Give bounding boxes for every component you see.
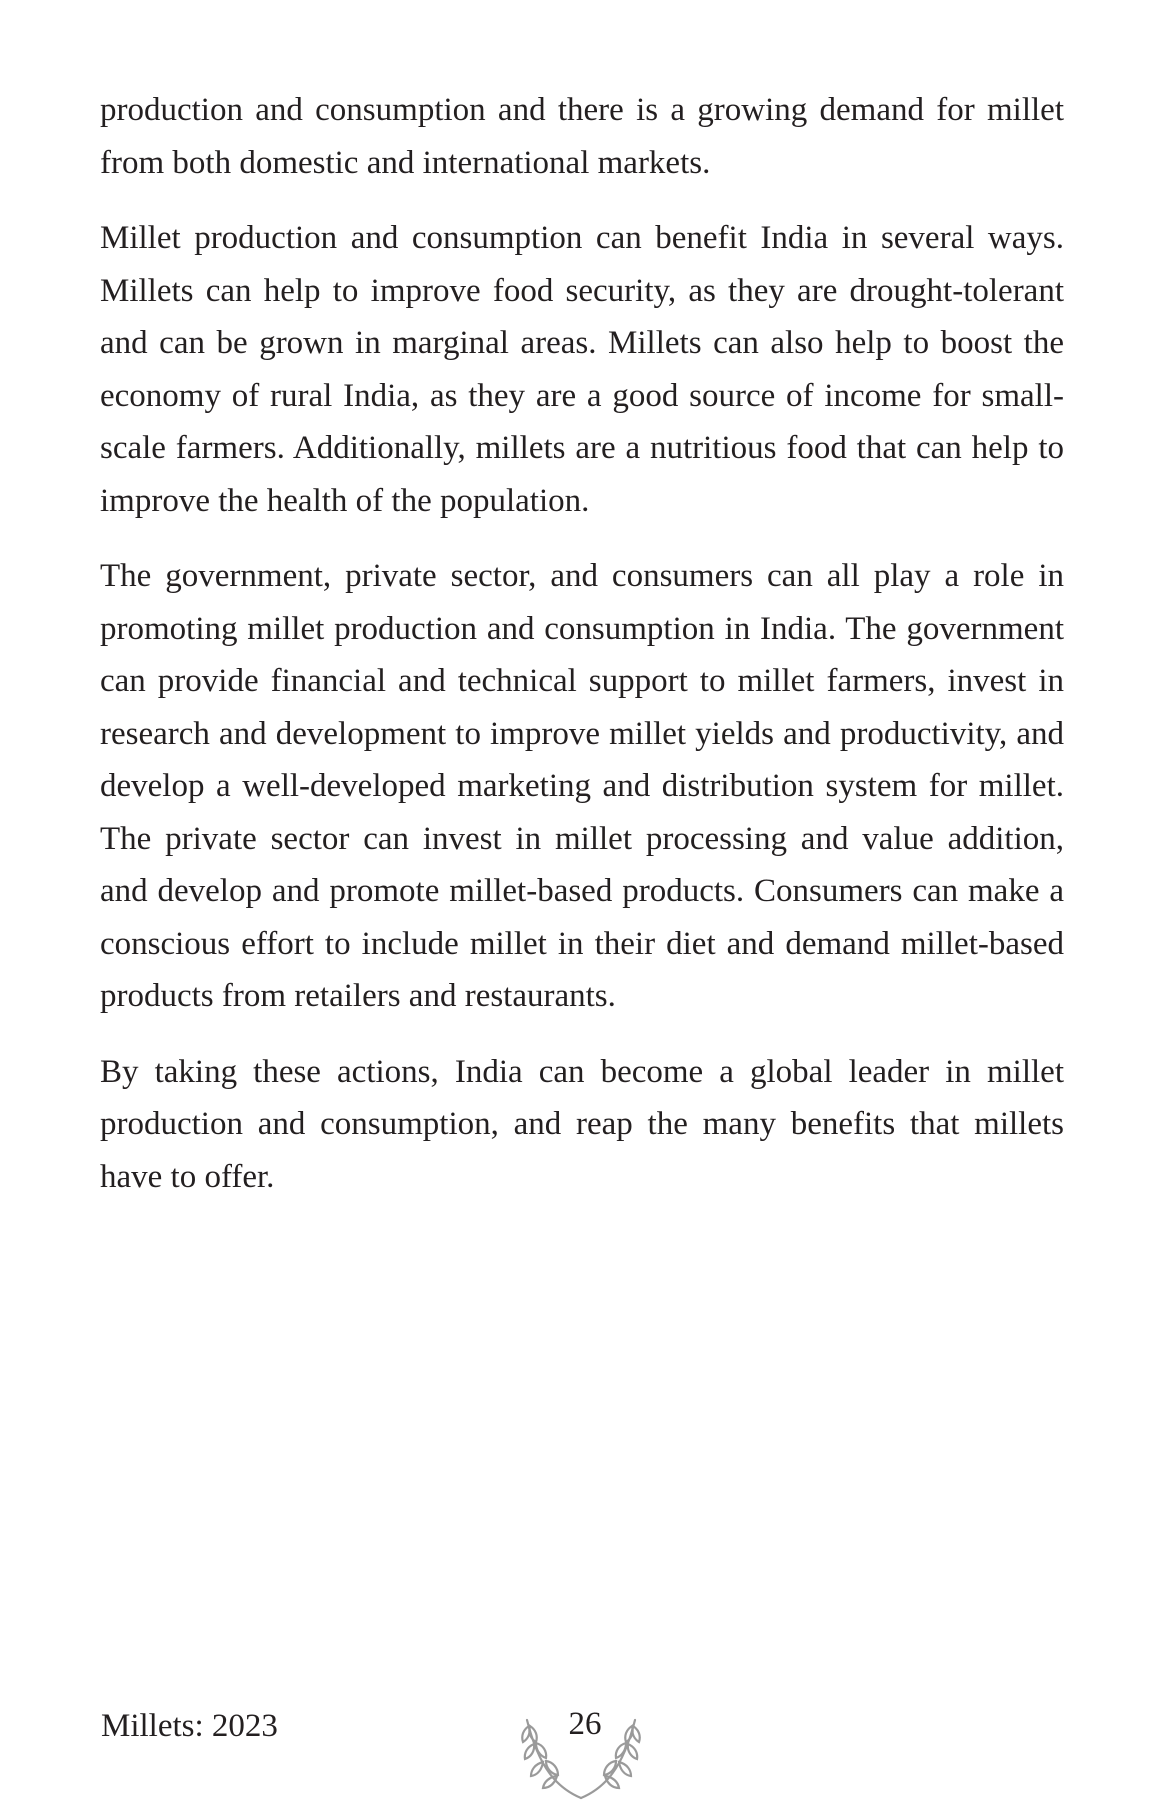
- paragraph-3: The government, private sector, and consumers can all play a role in promoting millet production and consumption in India. The government can provide financial and technical support to millet farmers, invest in research and development to improve millet yields and productivity, and develop a well-developed marketing and distribution system for millet. The private sector can invest in millet processing and value addition, and develop and promote millet-based products. Consumers can make a conscious effort to include millet in their diet and demand millet-based products from retailers and restaurants.: [100, 558, 1064, 1014]
- page-number: 26: [568, 1706, 602, 1742]
- paragraph-2: Millet production and consumption can benefit India in several ways. Millets can help to improve food security, as they are drought-tolerant and can be grown in marginal areas. Millets can also help to boost the economy of rural India, as they are a good source of income for small-scale farmers. Additionally, millets are a nutritious food that can help to improve the health of the population.: [100, 220, 1064, 519]
- paragraph-4: By taking these actions, India can become a global leader in millet production and consumption, and reap the many benefits that millets have to offer.: [100, 1053, 1064, 1195]
- page-body: [100, 84, 1064, 1226]
- footer-book-title: Millets: 2023: [101, 1708, 278, 1744]
- paragraph-1: production and consumption and there is a growing demand for millet from both domestic and international markets.: [100, 92, 1064, 181]
